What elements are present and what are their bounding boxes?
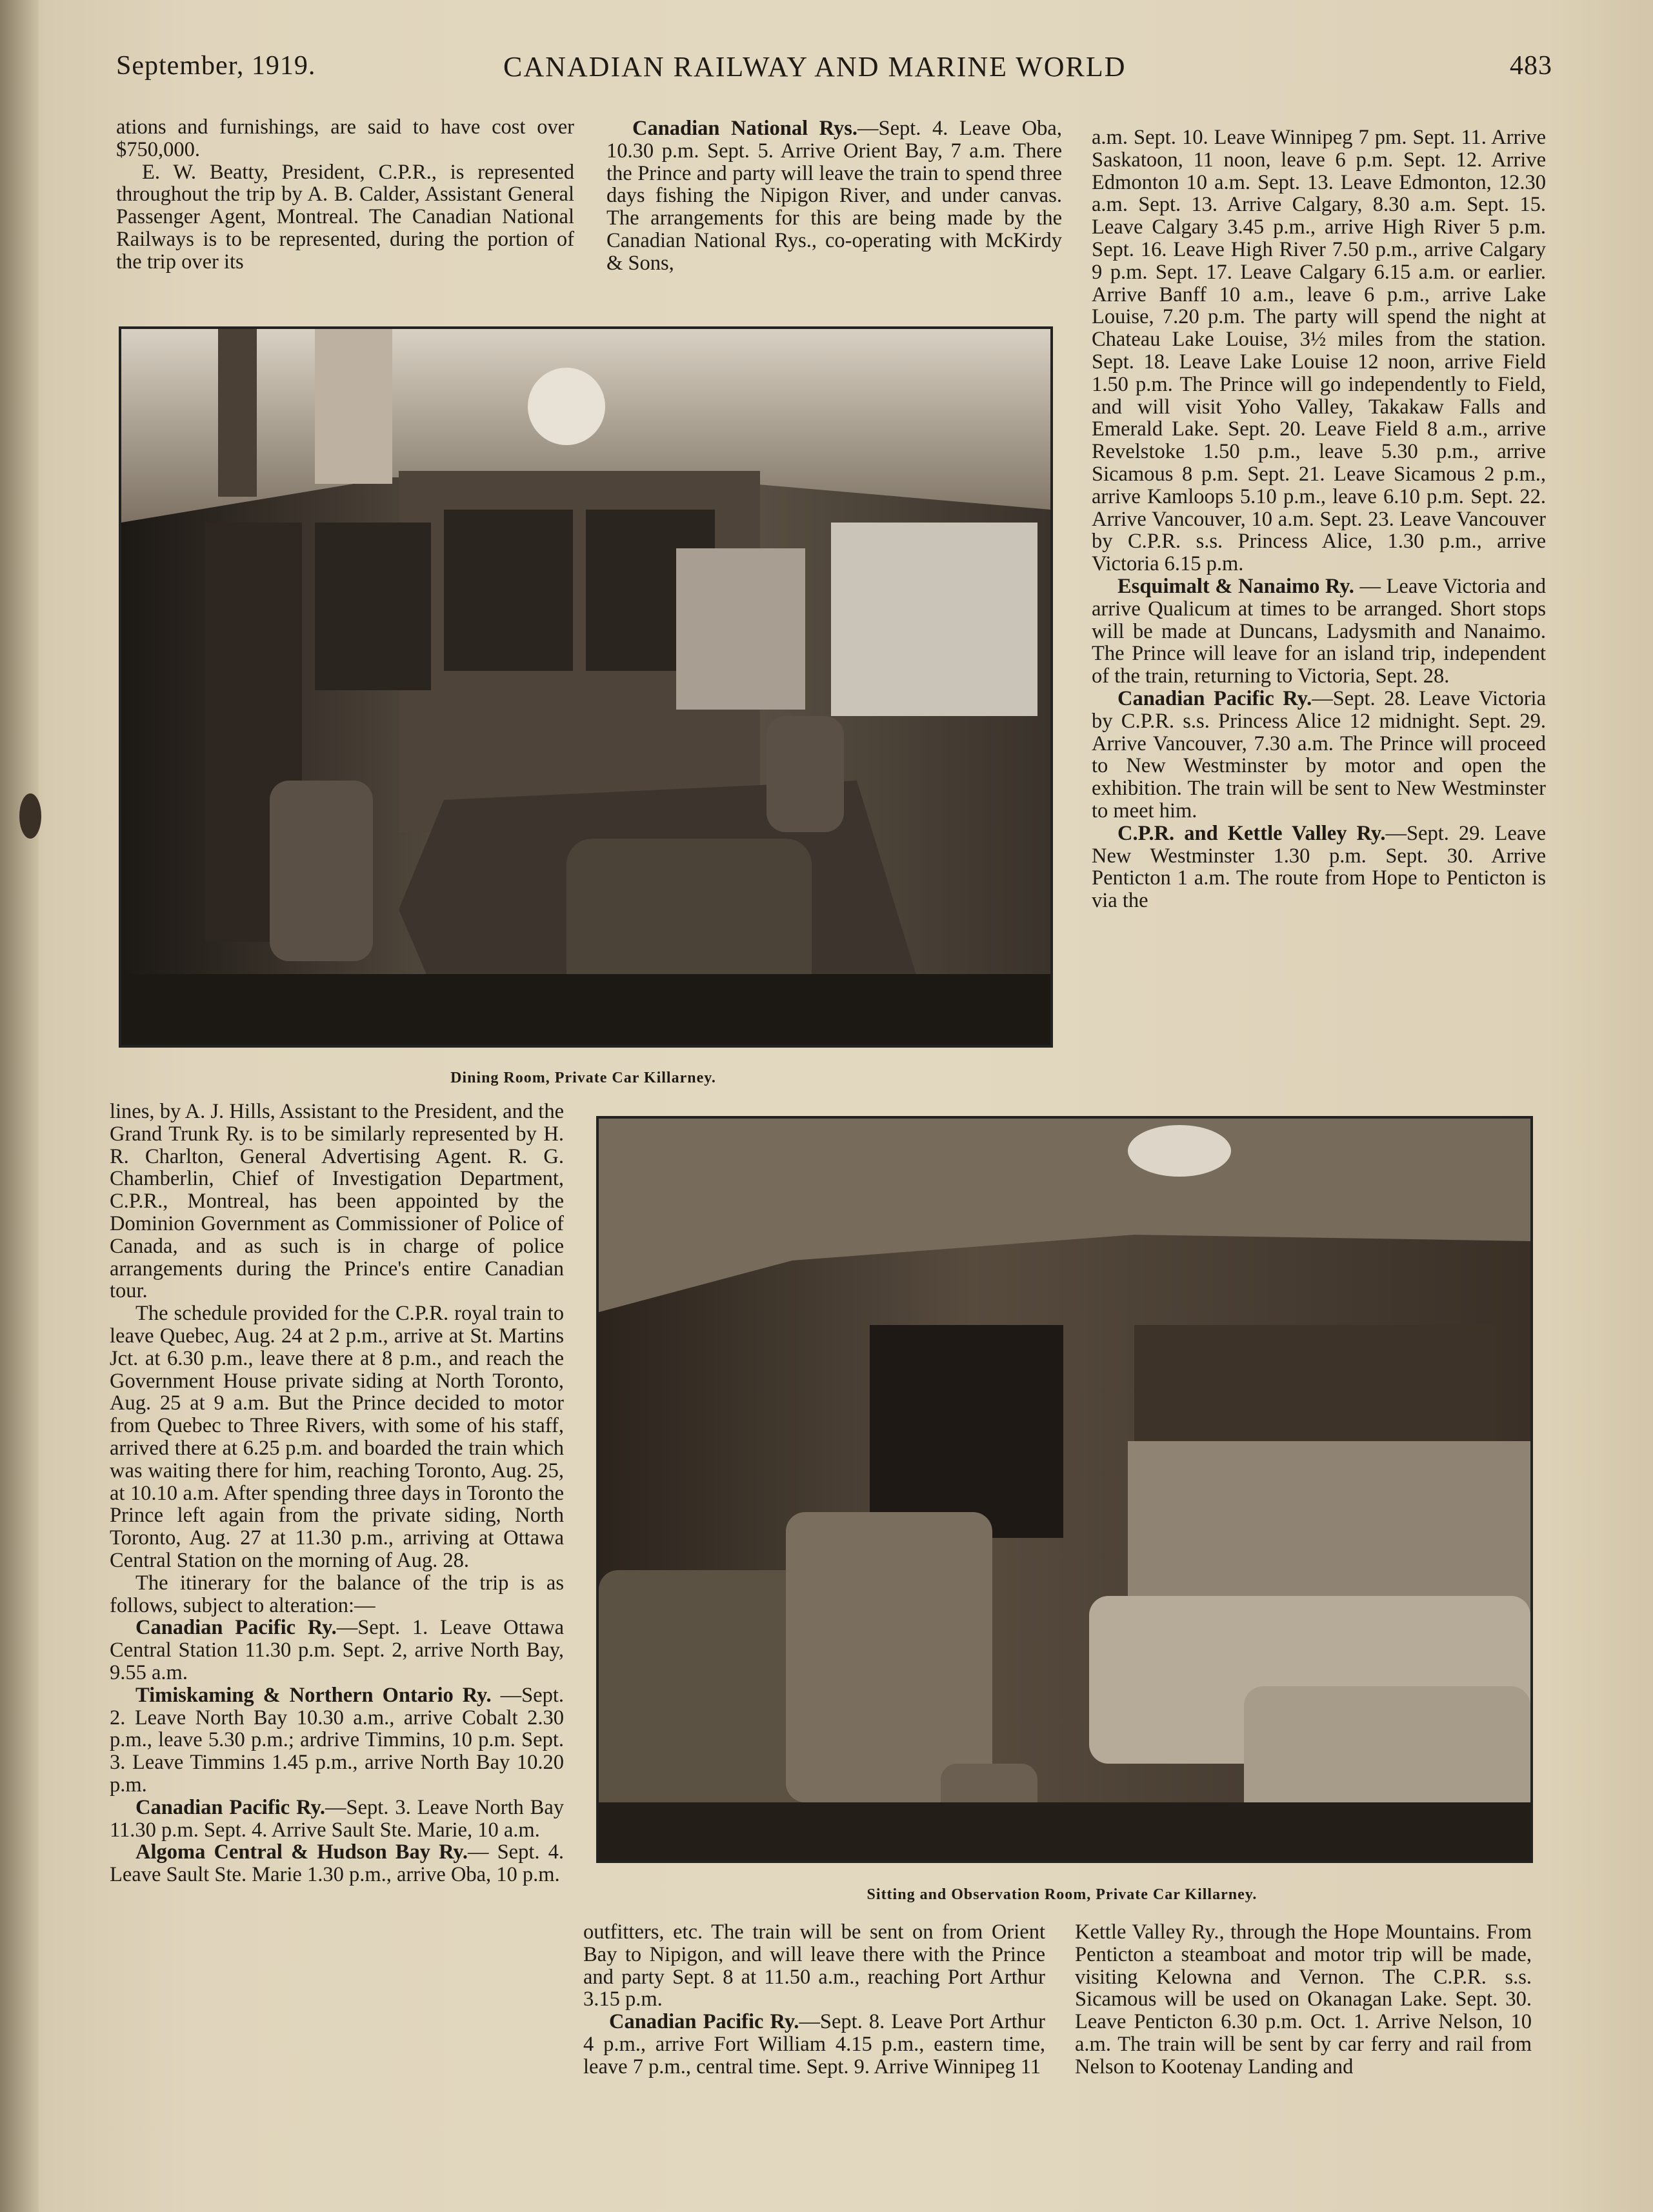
column-3 bbox=[1092, 126, 1546, 912]
paragraph bbox=[110, 1572, 564, 1617]
section-heading: Canadian Pacific Ry. bbox=[1117, 686, 1312, 710]
paragraph bbox=[110, 1684, 564, 1797]
paragraph bbox=[583, 2011, 1045, 2078]
paragraph: —Sept. 4. Leave Oba, 10.30 p.m. Sept. 5. Arrive Orient Bay, 7 a.m. There the Prince and party will leave the train to spend three days fishing the Nipigon River, and under canvas. The arrangements for this are being made by the Canadian National Rys., co-operating with McKirdy & Sons, bbox=[606, 117, 1062, 275]
paragraph: Kettle Valley Ry., through the Hope Mountains. From Penticton a steamboat and motor trip will be made, visiting Kelowna and Vernon. The C.P.R. s.s. Sicamous will be used on Okanagan Lake. Sept. 30. Leave Penticton 6.30 p.m. Oct. 1. Arrive Nelson, 10 a.m. The train will be sent by car ferry and rail from Nelson to Kootenay Landing and bbox=[1075, 1920, 1532, 2078]
paragraph: ations and furnishings, are said to have cost over $750,000. bbox=[116, 115, 574, 161]
paragraph bbox=[110, 1617, 564, 1684]
paragraph bbox=[1092, 126, 1546, 575]
binding-spine bbox=[0, 0, 39, 2212]
section-heading: Canadian Pacific Ry. bbox=[135, 1616, 337, 1640]
paragraph-text: —Sept. 29. Leave New Westminster 1.30 p.m. Sept. 30. Arrive Penticton 1 a.m. The route from Hope to Penticton is via the bbox=[1092, 821, 1546, 913]
paragraph-text: —Sept. 1. Leave Ottawa Central Station 11.30 p.m. Sept. 2, arrive North Bay, 9.55 a.m. bbox=[110, 1616, 565, 1684]
paragraph-text: The itinerary for the balance of the trip is as follows, subject to alteration:— bbox=[110, 1571, 564, 1617]
dining-room-caption: Dining Room, Private Car Killarney. bbox=[450, 1070, 716, 1086]
paragraph-text: — Leave Victoria and arrive Qualicum at times to be arranged. Short stops will be made at Duncans, Ladysmith and Nanaimo. The Prince will leave for an island trip, independent of the train, returning to Victoria, Sept. 28. bbox=[1092, 574, 1546, 688]
observation-room-caption: Sitting and Observation Room, Private Car Killarney. bbox=[867, 1886, 1257, 1903]
paragraph bbox=[583, 1921, 1045, 2011]
column-1-bottom bbox=[110, 1101, 564, 1886]
column-1-top bbox=[116, 116, 574, 274]
dining-room-photo bbox=[119, 326, 1053, 1048]
paragraph bbox=[1092, 575, 1546, 688]
paragraph-text: The schedule provided for the C.P.R. royal train to leave Quebec, Aug. 24 at 2 p.m., arrive at St. Martins Jct. at 6.30 p.m., leave there at 8 p.m., and reach the Government House private siding at North Toronto, Aug. 25 at 9 a.m. But the Prince decided to motor from Quebec to Three Rivers, with some of his staff, arrived there at 6.25 p.m. and boarded the train which was waiting there for him, reaching Toronto, Aug. 25, at 10.10 a.m. After spending three days in Toronto the Prince left again from the private siding, North Toronto, Aug. 27 at 11.30 p.m., arriving at Ottawa Central Station on the morning of Aug. 28. bbox=[110, 1302, 564, 1572]
column-2-bottom bbox=[583, 1921, 1045, 2078]
paragraph bbox=[110, 1101, 564, 1302]
paragraph-text: —Sept. 8. Leave Port Arthur 4 p.m., arrive Fort William 4.15 p.m., eastern time, leave 7 p.m., central time. Sept. 9. Arrive Winnipeg 11 bbox=[583, 2010, 1046, 2078]
paragraph-text: — Sept. 4. Leave Sault Ste. Marie 1.30 p.m., arrive Oba, 10 p.m. bbox=[110, 1840, 565, 1887]
column-3-bottom bbox=[1075, 1921, 1532, 2078]
section-heading: Canadian National Rys. bbox=[632, 117, 858, 140]
section-heading: Esquimalt & Nanaimo Ry. bbox=[1117, 574, 1354, 598]
paragraph bbox=[110, 1841, 564, 1886]
section-heading: C.P.R. and Kettle Valley Ry. bbox=[1117, 821, 1386, 845]
section-heading: Timiskaming & Northern Ontario Ry. bbox=[135, 1683, 492, 1707]
column-2-top bbox=[606, 117, 1062, 275]
section-heading: Canadian Pacific Ry. bbox=[609, 2010, 799, 2034]
binding-hole bbox=[19, 793, 41, 839]
paragraph-text: —Sept. 28. Leave Victoria by C.P.R. s.s. Princess Alice 12 midnight. Sept. 29. Arrive Vancouver, 7.30 a.m. The Prince will proceed to New Westminster by motor and open the exhibition. The train will be sent to New Westminster to meet him. bbox=[1092, 686, 1546, 822]
paragraph-text: a.m. Sept. 10. Leave Winnipeg 7 pm. Sept. 11. Arrive Saskatoon, 11 noon, leave 6 p.m. Sept. 12. Arrive Edmonton 10 a.m. Sept. 13. Leave Edmonton, 12.30 a.m. Sept. 13. Arrive Calgary, 8.30 a.m. Sept. 15. Leave Calgary 3.45 p.m., arrive High River 5 p.m. Sept. 16. Leave High River 7.50 p.m., arrive Calgary 9 p.m. Sept. 17. Leave Calgary 6.15 a.m. or earlier. Arrive Banff 10 a.m., leave 6 p.m., arrive Lake Louise, 7.20 p.m. The party will spend the night at Chateau Lake Louise, 3½ miles from the station. Sept. 18. Leave Lake Louise 12 noon, arrive Field 1.50 p.m. The Prince will go independently to Field, and will visit Yoho Valley, Takakaw Falls and Emerald Lake. Sept. 20. Leave Field 8 a.m., arrive Revelstoke 1.50 p.m., leave 5.30 p.m., arrive Sicamous 8 p.m. Sept. 21. Leave Sicamous 2 p.m., arrive Kamloops 5.10 p.m., leave 6.10 p.m. Sept. 22. Arrive Vancouver, 10 a.m. Sept. 23. Leave Vancouver by C.P.R. s.s. Princess Alice, 1.30 p.m., arrive Victoria 6.15 p.m. bbox=[1092, 126, 1546, 576]
section-heading: Algoma Central & Hudson Bay Ry. bbox=[135, 1840, 468, 1864]
observation-room-photo bbox=[596, 1116, 1533, 1863]
header-date: September, 1919. bbox=[116, 51, 316, 81]
paragraph-text: —Sept. 3. Leave North Bay 11.30 p.m. Sept. 4. Arrive Sault Ste. Marie, 10 a.m. bbox=[110, 1795, 564, 1842]
header-page-number: 483 bbox=[1510, 51, 1552, 81]
paragraph: E. W. Beatty, President, C.P.R., is represented throughout the trip by A. B. Calder, Assistant General Passenger Agent, Montreal. The Canadian National Railways is to be represented, during the portion of the trip over its bbox=[116, 160, 574, 274]
paragraph bbox=[110, 1302, 564, 1572]
paragraph-text: —Sept. 2. Leave North Bay 10.30 a.m., arrive Cobalt 2.30 p.m., leave 5.30 p.m.; ardrive Timmins, 10 p.m. Sept. 3. Leave Timmins 1.45 p.m., arrive North Bay 10.20 p.m. bbox=[110, 1683, 564, 1797]
paragraph bbox=[1092, 688, 1546, 822]
paragraph-text: lines, by A. J. Hills, Assistant to the President, and the Grand Trunk Ry. is to be similarly represented by H. R. Charlton, General Advertising Agent. R. G. Chamberlin, Chief of Investigation Department, C.P.R., Montreal, has been appointed by the Dominion Government as Commissioner of Police of Canada, and as such is in charge of police arrangements during the Prince's entire Canadian tour. bbox=[110, 1100, 564, 1303]
paragraph bbox=[110, 1797, 564, 1842]
paragraph-text: outfitters, etc. The train will be sent on from Orient Bay to Nipigon, and will leave there with the Prince and party Sept. 8 at 11.50 a.m., reaching Port Arthur 3.15 p.m. bbox=[583, 1920, 1045, 2011]
paragraph bbox=[1092, 822, 1546, 912]
section-heading: Canadian Pacific Ry. bbox=[135, 1795, 326, 1819]
header-journal-title: CANADIAN RAILWAY AND MARINE WORLD bbox=[503, 51, 1127, 83]
